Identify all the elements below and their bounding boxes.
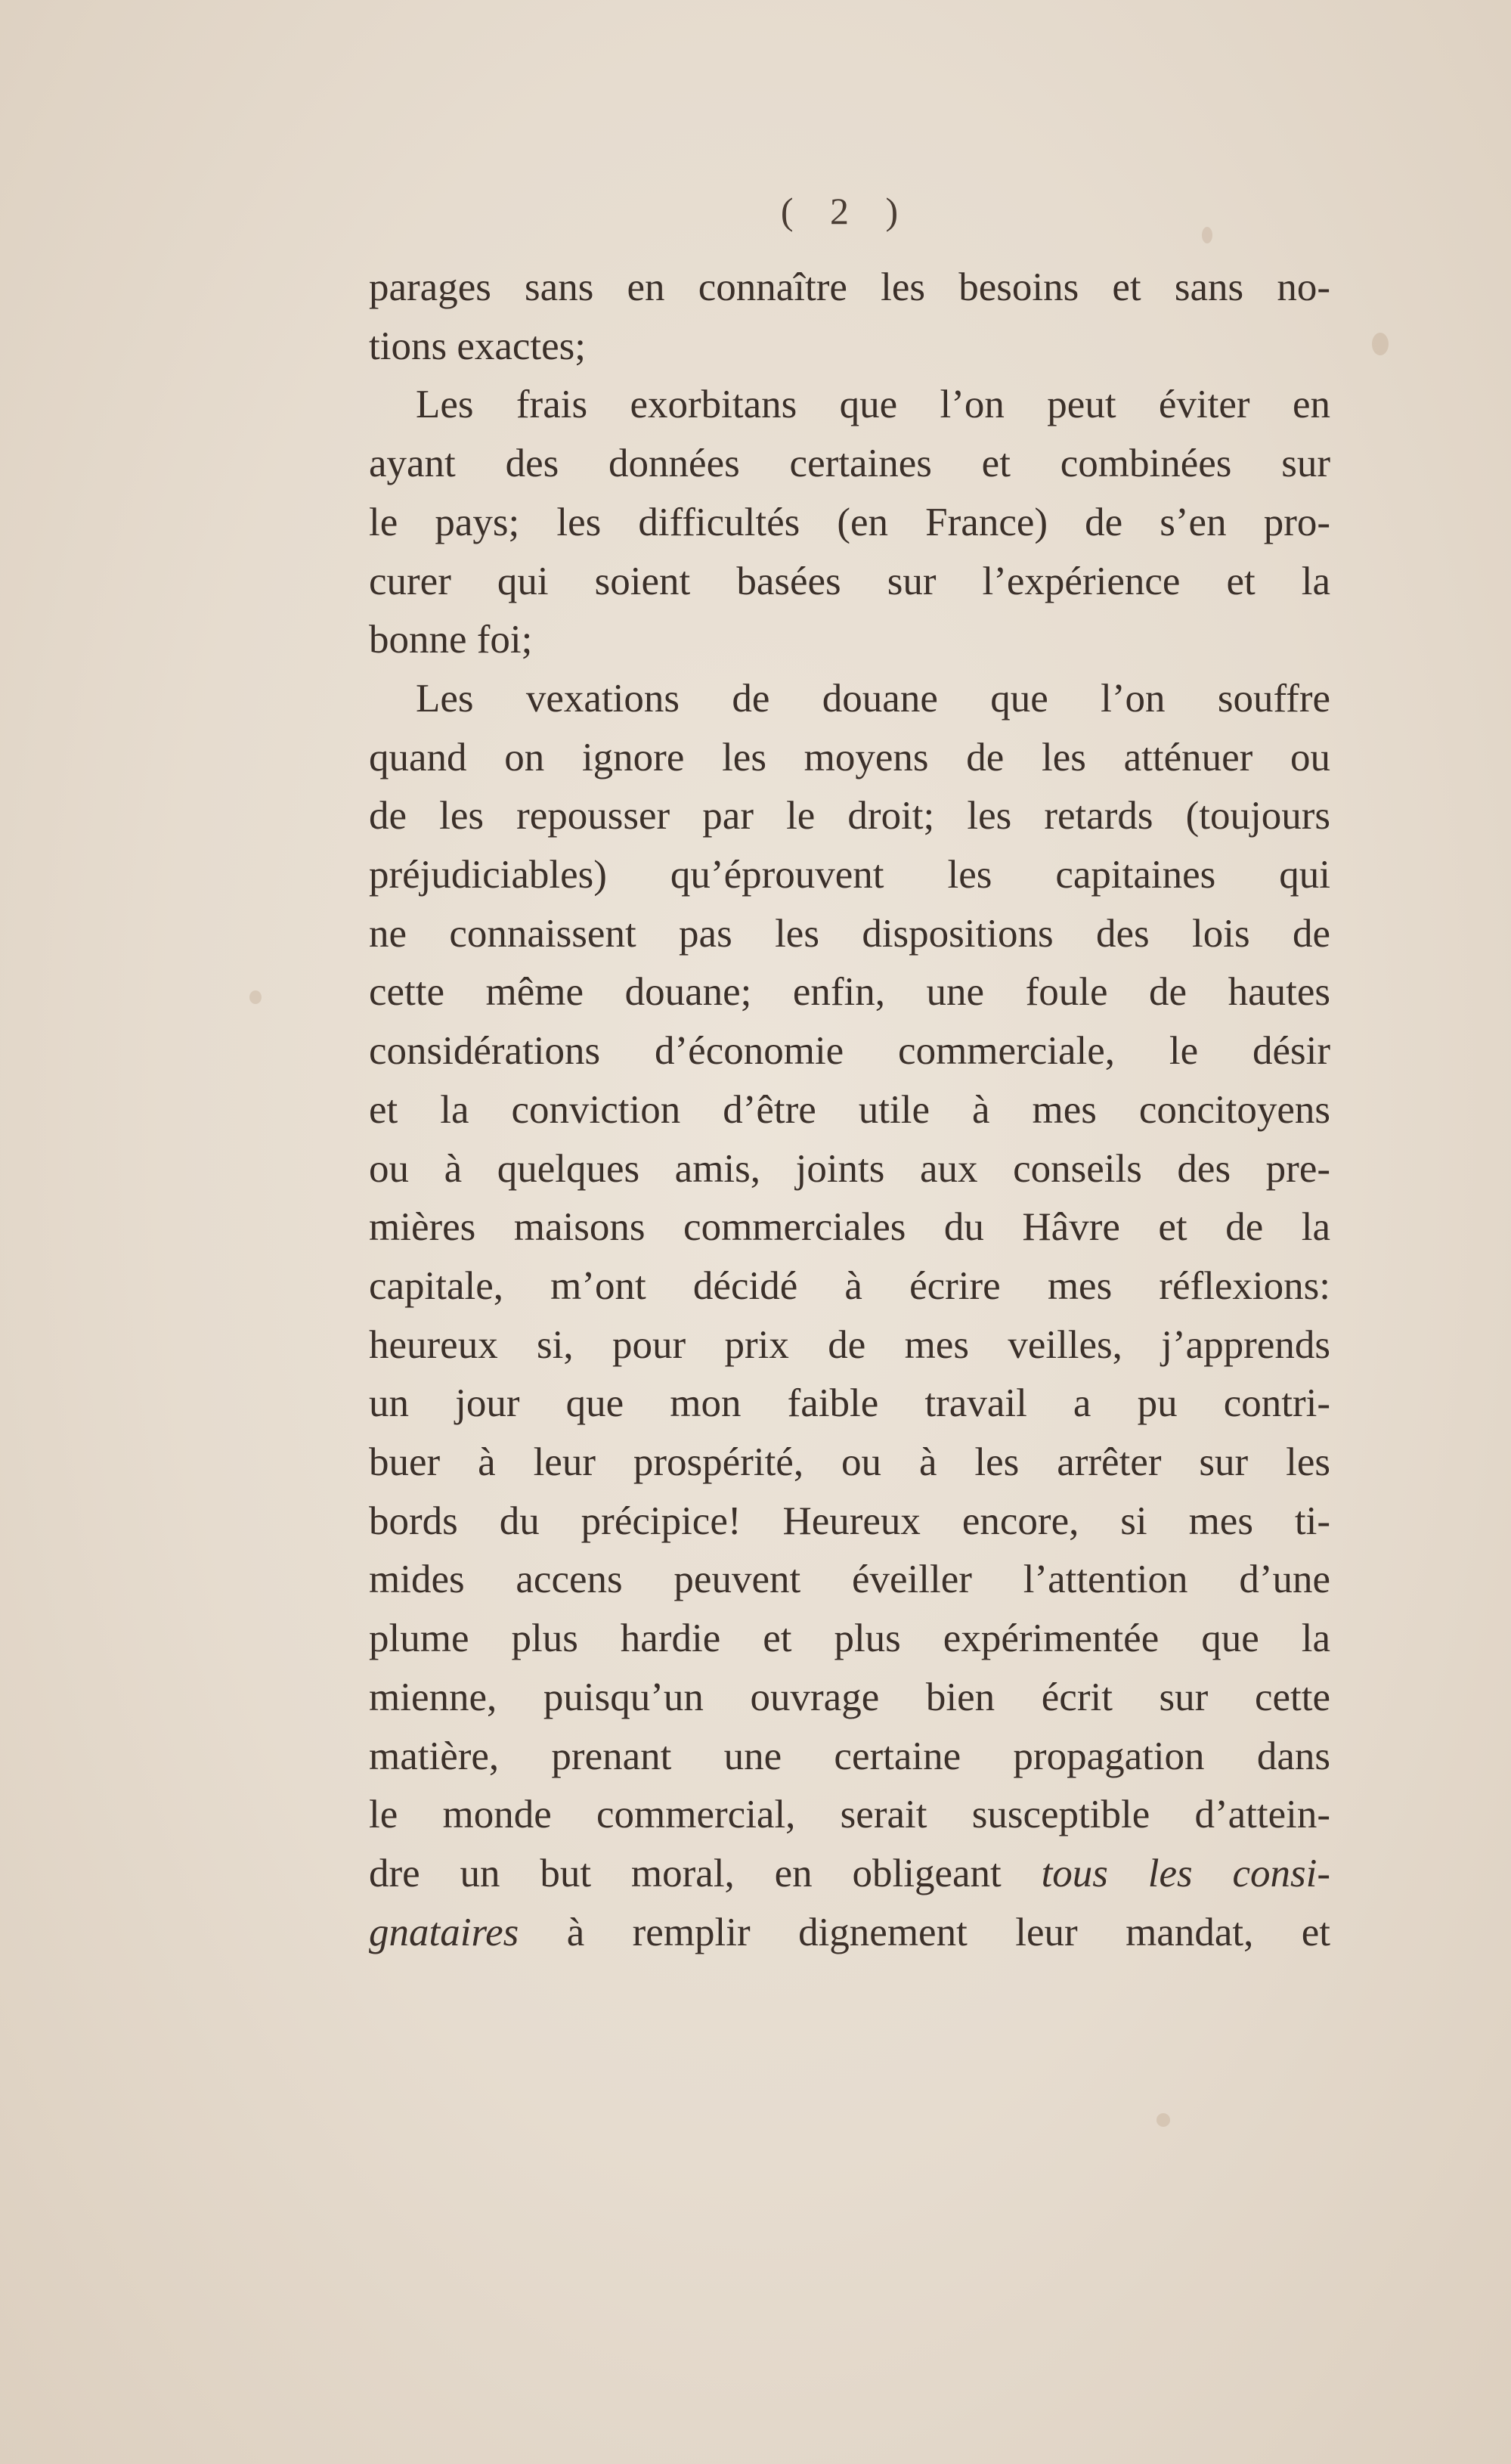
text-segment: bords du précipice! Heureux encore, si mes ti-: [369, 1499, 1330, 1543]
italic-text: tous les consi-: [1041, 1851, 1330, 1895]
text-line: [369, 731, 1330, 784]
text-line: [369, 848, 1330, 901]
text-line: [369, 1142, 1330, 1195]
text-segment: tions exactes;: [369, 324, 586, 368]
text-line: [369, 437, 1330, 490]
text-line: [369, 1612, 1330, 1665]
text-segment: et la conviction d’être utile à mes concitoyens: [369, 1087, 1330, 1132]
text-line: [369, 1906, 1330, 1959]
text-line: [416, 378, 1330, 431]
text-segment: curer qui soient basées sur l’expérience et la: [369, 559, 1330, 603]
text-line: [369, 965, 1330, 1018]
foxing-spot: [1372, 333, 1389, 355]
text-segment: heureux si, pour prix de mes veilles, j’apprends: [369, 1322, 1330, 1367]
text-segment: parages sans en connaître les besoins et sans no-: [369, 265, 1330, 309]
text-segment: matière, prenant une certaine propagation dans: [369, 1734, 1330, 1778]
text-line: [369, 613, 1330, 666]
text-line: [369, 261, 1330, 314]
text-segment: quand on ignore les moyens de les atténuer ou: [369, 735, 1330, 779]
text-line: [369, 789, 1330, 842]
text-segment: bonne foi;: [369, 618, 533, 662]
text-line: [369, 320, 1330, 373]
foxing-spot: [1156, 2113, 1170, 2127]
text-line: [369, 1847, 1330, 1900]
text-line: [369, 555, 1330, 608]
text-line: [369, 1788, 1330, 1841]
text-segment: ne connaissent pas les dispositions des lois de: [369, 911, 1330, 956]
text-line: [369, 1377, 1330, 1430]
text-line: [369, 496, 1330, 549]
text-segment: préjudiciables) qu’éprouvent les capitaines qui: [369, 853, 1330, 897]
text-segment: dre un but moral, en obligeant: [369, 1851, 1042, 1895]
text-segment: le monde commercial, serait susceptible d’attein-: [369, 1793, 1330, 1837]
text-line: [369, 1319, 1330, 1371]
text-line: [369, 1260, 1330, 1313]
text-segment: de les repousser par le droit; les retards (toujours: [369, 794, 1330, 838]
text-segment: mienne, puisqu’un ouvrage bien écrit sur cette: [369, 1675, 1330, 1719]
text-line: [416, 672, 1330, 725]
text-segment: buer à leur prospérité, ou à les arrêter sur les: [369, 1440, 1330, 1484]
text-segment: ayant des données certaines et combinées sur: [369, 442, 1330, 486]
text-line: [369, 907, 1330, 960]
text-segment: à remplir dignement leur mandat, et: [519, 1910, 1330, 1954]
italic-text: gnataires: [369, 1910, 519, 1954]
text-segment: un jour que mon faible travail a pu contri-: [369, 1381, 1330, 1426]
text-line: [369, 1553, 1330, 1606]
text-line: [369, 1495, 1330, 1548]
text-line: [369, 1671, 1330, 1724]
text-segment: Les vexations de douane que l’on souffre: [416, 676, 1330, 721]
text-line: [369, 1730, 1330, 1783]
text-segment: ou à quelques amis, joints aux conseils des pre-: [369, 1146, 1330, 1191]
text-segment: mières maisons commerciales du Hâvre et de la: [369, 1205, 1330, 1250]
text-segment: le pays; les difficultés (en France) de s’en pro-: [369, 500, 1330, 544]
text-segment: plume plus hardie et plus expérimentée que la: [369, 1616, 1330, 1661]
text-line: [369, 1024, 1330, 1077]
text-segment: considérations d’économie commerciale, le désir: [369, 1029, 1330, 1074]
text-segment: capitale, m’ont décidé à écrire mes réflexions:: [369, 1263, 1330, 1308]
text-segment: mides accens peuvent éveiller l’attention d’une: [369, 1557, 1330, 1602]
text-segment: Les frais exorbitans que l’on peut éviter en: [416, 383, 1330, 427]
foxing-spot: [249, 990, 262, 1004]
text-line: [369, 1201, 1330, 1254]
text-line: [369, 1083, 1330, 1136]
text-segment: cette même douane; enfin, une foule de hautes: [369, 970, 1330, 1015]
text-line: [369, 1436, 1330, 1489]
page-number: ( 2 ): [780, 190, 912, 232]
